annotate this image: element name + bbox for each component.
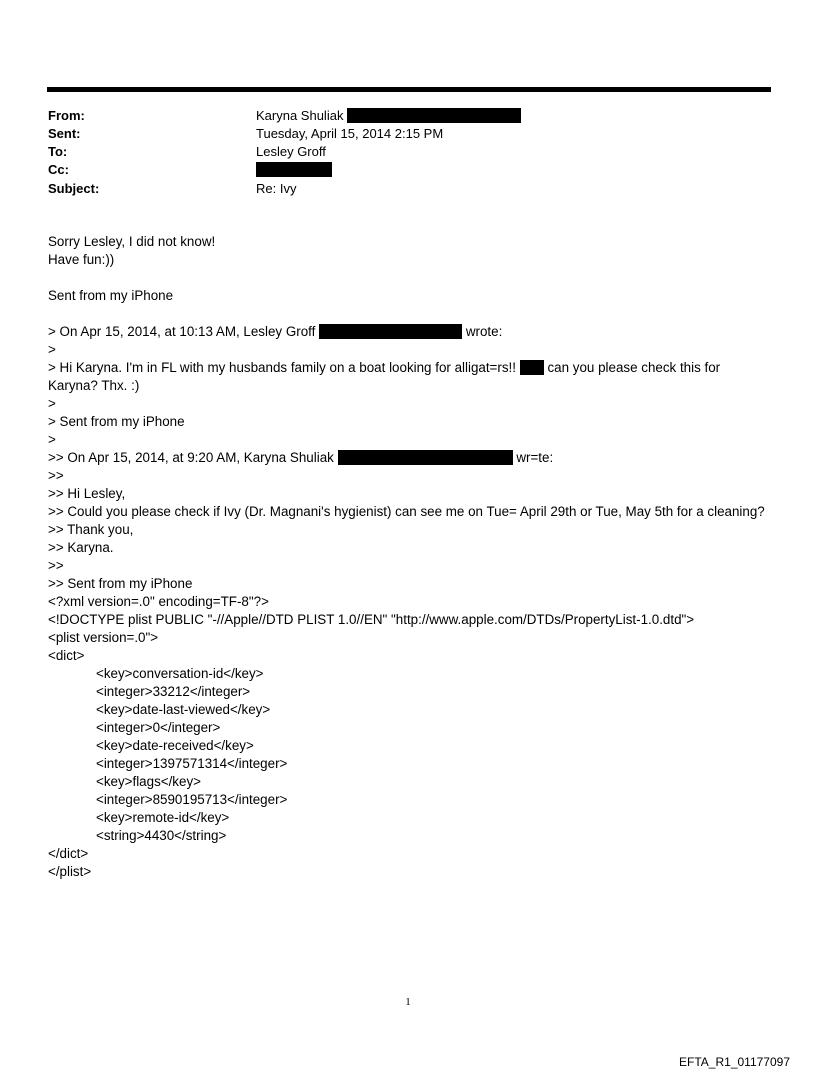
email-body [48,233,778,881]
quoted-header-text: >> On Apr 15, 2014, at 9:20 AM, Karyna Shuliak [48,450,334,465]
quote-line: >> Hi Lesley, [48,486,126,501]
redaction-block [347,108,521,123]
quote-text: > Hi Karyna. I'm in FL with my husbands family on a boat looking for alligat=rs!! [48,360,516,375]
plist-line: </dict> [48,846,89,861]
blank-line [48,305,778,323]
quote-line: > [48,432,56,447]
quoted-header-line [48,323,778,341]
quote-line: > [48,396,56,411]
quote-line [48,359,778,377]
quote-line: >> Sent from my iPhone [48,576,193,591]
cc-value [256,161,332,179]
plist-line: <dict> [48,648,85,663]
plist-line: <integer>1397571314</integer> [96,756,288,771]
from-name: Karyna Shuliak [256,108,344,123]
quote-line: > Sent from my iPhone [48,414,185,429]
from-label: From: [48,108,85,123]
to-value: Lesley Groff [256,144,326,159]
from-row [48,107,768,125]
to-row [48,143,768,161]
sent-label: Sent: [48,126,81,141]
body-line: Sent from my iPhone [48,288,174,303]
plist-line: <?xml version=.0" encoding=TF-8"?> [48,594,269,609]
body-line: Have fun:)) [48,252,115,267]
cc-row [48,161,768,179]
subject-row [48,180,768,198]
quote-line: >> Karyna. [48,540,114,555]
body-line: Sorry Lesley, I did not know! [48,234,216,249]
quoted-header-line [48,449,778,467]
sent-row [48,125,768,143]
plist-line: <string>4430</string> [96,828,227,843]
plist-line: </plist> [48,864,92,879]
redaction-block [338,450,513,465]
plist-line: <key>conversation-id</key> [96,666,264,681]
document-id: EFTA_R1_01177097 [679,1055,790,1069]
quote-text: can you please check this for [547,360,721,375]
quoted-header-text: wrote: [465,324,503,339]
header-rule [47,87,771,92]
redaction-block [256,162,332,177]
cc-label: Cc: [48,162,69,177]
plist-line: <key>remote-id</key> [96,810,230,825]
quote-line: >> Could you please check if Ivy (Dr. Magnani's hygienist) can see me on Tue= April 29th or Tue, May 5th for a cleaning? [48,504,765,519]
plist-line: <key>date-last-viewed</key> [96,702,271,717]
quote-line: >> Thank you, [48,522,134,537]
page-number: 1 [405,996,411,1008]
plist-line: <integer>8590195713</integer> [96,792,288,807]
subject-label: Subject: [48,181,100,196]
plist-line: <!DOCTYPE plist PUBLIC "-//Apple//DTD PLIST 1.0//EN" "http://www.apple.com/DTDs/PropertyList-1.0.dtd"> [48,612,695,627]
quote-line: Karyna? Thx. :) [48,378,140,393]
quoted-header-text: > On Apr 15, 2014, at 10:13 AM, Lesley Groff [48,324,316,339]
quote-line: >> [48,468,64,483]
redaction-block [319,324,462,339]
blank-line [48,269,778,287]
subject-value: Re: Ivy [256,181,297,196]
redaction-block [520,360,544,375]
plist-line: <key>date-received</key> [96,738,254,753]
quote-line: >> [48,558,64,573]
plist-line: <integer>33212</integer> [96,684,251,699]
sent-value: Tuesday, April 15, 2014 2:15 PM [256,126,444,141]
plist-line: <integer>0</integer> [96,720,221,735]
quoted-header-text: wr=te: [516,450,554,465]
quote-line: > [48,342,56,357]
to-label: To: [48,144,68,159]
from-value [256,107,521,125]
plist-line: <plist version=.0"> [48,630,159,645]
plist-line: <key>flags</key> [96,774,201,789]
